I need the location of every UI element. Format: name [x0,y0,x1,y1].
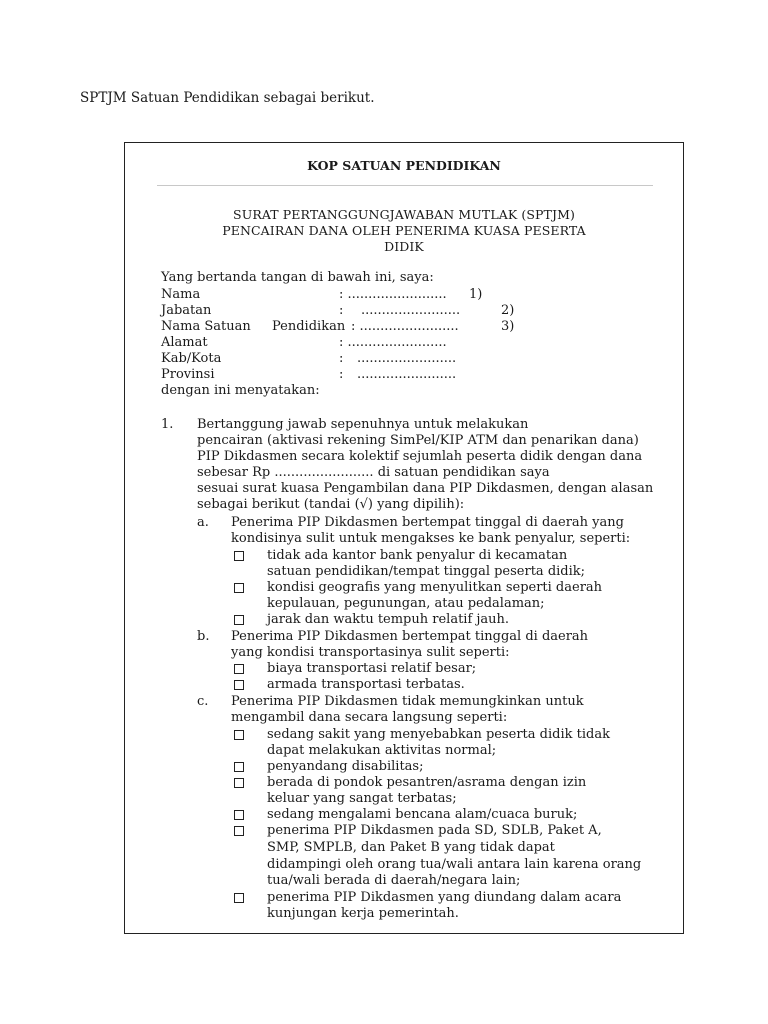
reason-a-option-3-checkbox[interactable] [234,615,244,625]
field-kabkota-dots: ........................ [357,351,457,366]
item1-number: 1. [161,417,174,432]
reason-c-option-1-checkbox[interactable] [234,730,244,740]
field-nama-value: : ........................ [339,287,447,302]
reason-b-line-1: Penerima PIP Dikdasmen bertempat tinggal di daerah [231,629,589,644]
item1-line-1: Bertanggung jawab sepenuhnya untuk melakukan [197,417,529,432]
field-satuan-label-a: Nama Satuan [161,319,251,334]
item1-line-5: sesuai surat kuasa Pengambilan dana PIP Dikdasmen, dengan alasan [197,481,654,496]
reason-b-letter: b. [197,629,210,644]
reason-c-option-4-checkbox[interactable] [234,810,244,820]
item1-line-6: sebagai berikut (tandai (√) yang dipilih): [197,497,465,512]
reason-b-option-1-checkbox[interactable] [234,664,244,674]
field-provinsi-label: Provinsi [161,367,215,382]
declare-text: dengan ini menyatakan: [161,383,320,398]
reason-c-option-1-line-2: dapat melakukan aktivitas normal; [267,743,497,758]
reason-a-option-1-checkbox[interactable] [234,551,244,561]
reason-c-option-5-line-3: didampingi oleh orang tua/wali antara lain karena orang [267,857,642,872]
title-line-2: PENCAIRAN DANA OLEH PENERIMA KUASA PESERTA [222,223,586,238]
field-satuan-note: 3) [501,319,515,334]
reason-a-option-3-line-1: jarak dan waktu tempuh relatif jauh. [267,612,510,627]
title-line-1: SURAT PERTANGGUNGJAWABAN MUTLAK (SPTJM) [233,207,575,222]
field-alamat-value: : ........................ [339,335,447,350]
reason-b-line-2: yang kondisi transportasinya sulit seperti: [231,645,510,660]
reason-a-option-1-line-2: satuan pendidikan/tempat tinggal peserta didik; [267,564,586,579]
kop-divider [157,185,653,186]
reason-c-option-1-line-1: sedang sakit yang menyebabkan peserta didik tidak [267,727,610,742]
reason-a-line-2: kondisinya sulit untuk mengakses ke bank penyalur, seperti: [231,531,631,546]
field-provinsi-dots: ........................ [357,367,457,382]
field-satuan-value: : ........................ [351,319,459,334]
reason-c-option-5-line-2: SMP, SMPLB, dan Paket B yang tidak dapat [267,840,555,855]
title-line-3: DIDIK [384,239,424,254]
kop-heading: KOP SATUAN PENDIDIKAN [307,158,501,173]
reason-b-option-1-line-1: biaya transportasi relatif besar; [267,661,477,676]
reason-a-option-2-line-1: kondisi geografis yang menyulitkan seperti daerah [267,580,603,595]
reason-c-option-3-checkbox[interactable] [234,778,244,788]
field-jabatan-note: 2) [501,303,515,318]
document-frame [124,142,684,934]
field-alamat-label: Alamat [161,335,208,350]
reason-a-option-2-line-2: kepulauan, pegunungan, atau pedalaman; [267,596,545,611]
reason-c-option-4-line-1: sedang mengalami bencana alam/cuaca buruk; [267,807,578,822]
reason-c-option-2-line-1: penyandang disabilitas; [267,759,424,774]
field-nama-label: Nama [161,287,201,302]
reason-a-line-1: Penerima PIP Dikdasmen bertempat tinggal di daerah yang [231,515,624,530]
field-provinsi-sep: : [339,367,344,382]
reason-b-option-2-checkbox[interactable] [234,680,244,690]
reason-c-line-1: Penerima PIP Dikdasmen tidak memungkinkan untuk [231,694,584,709]
reason-c-letter: c. [197,694,209,709]
reason-c-option-5-line-4: tua/wali berada di daerah/negara lain; [267,873,521,888]
reason-c-option-6-checkbox[interactable] [234,893,244,903]
reason-c-option-5-line-1: penerima PIP Dikdasmen pada SD, SDLB, Paket A, [267,823,602,838]
field-kabkota-label: Kab/Kota [161,351,222,366]
field-jabatan-dots: ........................ [361,303,461,318]
reason-c-option-3-line-1: berada di pondok pesantren/asrama dengan izin [267,775,587,790]
reason-a-option-1-line-1: tidak ada kantor bank penyalur di kecamatan [267,548,568,563]
reason-c-option-2-checkbox[interactable] [234,762,244,772]
reason-b-option-2-line-1: armada transportasi terbatas. [267,677,465,692]
intro-text: SPTJM Satuan Pendidikan sebagai berikut. [80,90,375,106]
reason-c-option-6-line-2: kunjungan kerja pemerintah. [267,906,459,921]
field-jabatan-label: Jabatan [161,303,212,318]
field-nama-note: 1) [469,287,483,302]
reason-a-option-2-checkbox[interactable] [234,583,244,593]
reason-a-letter: a. [197,515,209,530]
field-satuan-label-b: Pendidikan [272,319,346,334]
item1-line-3: PIP Dikdasmen secara kolektif sejumlah peserta didik dengan dana [197,449,643,464]
reason-c-option-3-line-2: keluar yang sangat terbatas; [267,791,457,806]
reason-c-option-5-checkbox[interactable] [234,826,244,836]
opening-text: Yang bertanda tangan di bawah ini, saya: [161,270,434,285]
reason-c-option-6-line-1: penerima PIP Dikdasmen yang diundang dalam acara [267,890,622,905]
item1-line-2: pencairan (aktivasi rekening SimPel/KIP ATM dan penarikan dana) [197,433,639,448]
reason-c-line-2: mengambil dana secara langsung seperti: [231,710,508,725]
field-jabatan-sep: : [339,303,344,318]
field-kabkota-sep: : [339,351,344,366]
item1-line-4: sebesar Rp ........................ di satuan pendidikan saya [197,465,550,480]
